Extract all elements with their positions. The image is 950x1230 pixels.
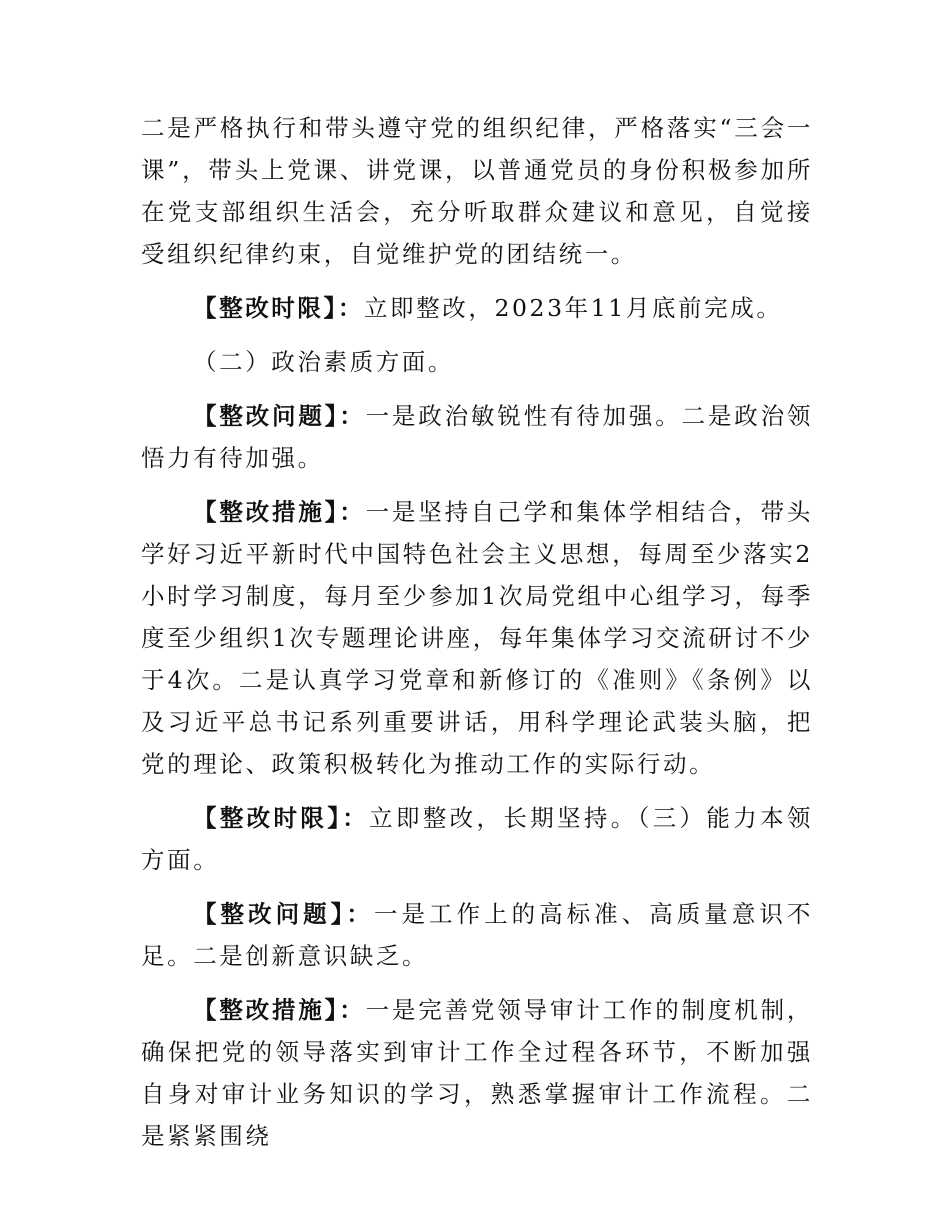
paragraph-text: 二是严格执行和带头遵守党的组织纪律，严格落实“三会一课”，带头上党课、讲党课，以普通党员的身份积极参加所在党支部组织生活会，充分听取群众建议和意见，自觉接受组织纪律约束，自觉维护党的团结统一。 — [141, 114, 813, 268]
paragraph-deadline-2 — [141, 797, 813, 881]
section-heading-political-quality — [141, 341, 813, 383]
paragraph-text: 立即整改，2023年11月底前完成。 — [363, 294, 783, 322]
paragraph-measures-2 — [141, 989, 813, 1157]
paragraph-issues-1 — [141, 395, 813, 479]
paragraph-label: 【整改时限】： — [193, 804, 370, 832]
paragraph-text: 一是完善党领导审计工作的制度机制，确保把党的领导落实到审计工作全过程各环节，不断加强自身对审计业务知识的学习，熟悉掌握审计工作流程。二是紧紧围绕 — [141, 996, 813, 1150]
document-body — [141, 107, 813, 1169]
paragraph-label: 【整改问题】： — [193, 402, 366, 430]
paragraph-organizational-discipline — [141, 107, 813, 275]
paragraph-deadline-1 — [141, 287, 813, 329]
paragraph-label: 【整改时限】： — [193, 294, 364, 322]
paragraph-issues-2 — [141, 893, 813, 977]
paragraph-measures-1 — [141, 491, 813, 785]
paragraph-label: 【整改问题】： — [193, 900, 374, 928]
paragraph-text: 一是工作上的高标准、高质量意识不足。二是创新意识缺乏。 — [141, 900, 813, 970]
paragraph-label: 【整改措施】： — [193, 498, 366, 526]
paragraph-text: 一是坚持自己学和集体学相结合，带头学好习近平新时代中国特色社会主义思想，每周至少落实2小时学习制度，每月至少参加1次局党组中心组学习，每季度至少组织1次专题理论讲座，每年集体学习交流研讨不少于4次。二是认真学习党章和新修订的《准则》《条例》以及习近平总书记系列重要讲话，用科学理论武装头脑，把党的理论、政策积极转化为推动工作的实际行动。 — [141, 498, 813, 778]
paragraph-text: 立即整改，长期坚持。（三）能力本领方面。 — [141, 804, 813, 874]
section-heading-text: （二）政治素质方面。 — [193, 348, 454, 376]
paragraph-text: 一是政治敏锐性有待加强。二是政治领悟力有待加强。 — [141, 402, 813, 472]
paragraph-label: 【整改措施】： — [193, 996, 366, 1024]
